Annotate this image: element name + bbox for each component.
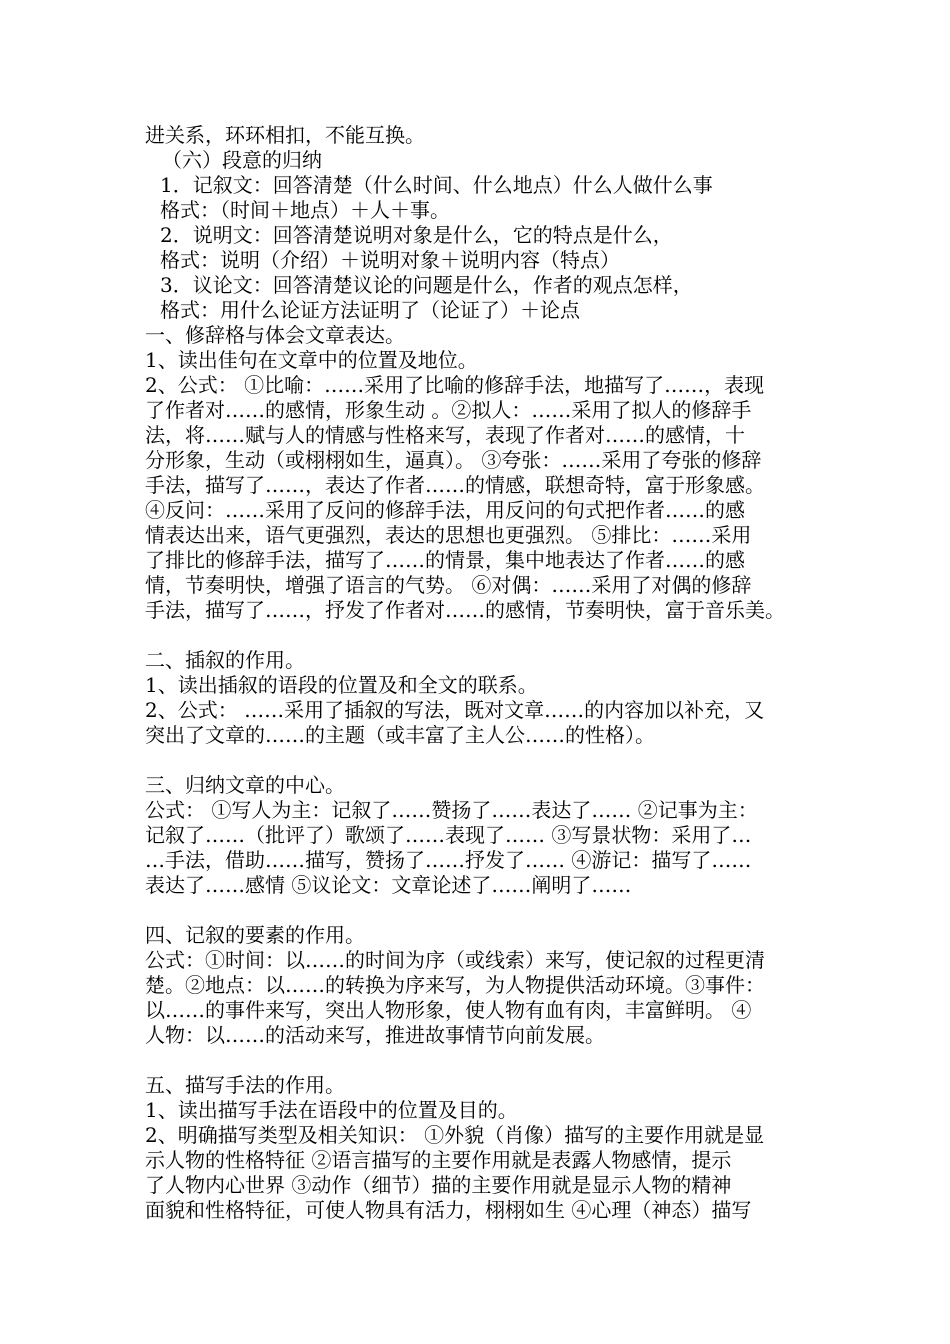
text-line: 手法，描写了……，抒发了作者对……的感情，节奏明快，富于音乐美。 [145, 598, 785, 622]
text-line: 情，节奏明快，增强了语言的气势。 ⑥对偶：……采用了对偶的修辞 [145, 573, 752, 597]
text-line: 突出了文章的……的主题（或丰富了主人公……的性格）。 [145, 723, 655, 747]
text-line: 1、读出佳句在文章中的位置及地位。 [145, 348, 478, 372]
text-line: 表达了……感情 ⑤议论文：文章论述了……阐明了…… [145, 873, 632, 897]
text-line: 情表达出来，语气更强烈，表达的思想也更强烈。 ⑤排比：……采用 [145, 523, 752, 547]
text-line: 2．说明文：回答清楚说明对象是什么，它的特点是什么， [160, 223, 673, 247]
text-line: 示人物的性格特征 ②语言描写的主要作用就是表露人物感情，提示 [145, 1148, 732, 1172]
section-heading: （六）段意的归纳 [162, 148, 322, 172]
text-line: 2、公式： ……采用了插叙的写法，既对文章……的内容加以补充，又 [145, 698, 765, 722]
text-line: 格式：说明（介绍）＋说明对象＋说明内容（特点） [160, 248, 620, 272]
text-line: 1、读出插叙的语段的位置及和全文的联系。 [145, 673, 538, 697]
text-line: 以……的事件来写，突出人物形象，使人物有血有肉，丰富鲜明。 ④ [145, 998, 752, 1022]
text-line: 了人物内心世界 ③动作（细节）描的主要作用就是显示人物的精神 [145, 1173, 732, 1197]
text-line: 3．议论文：回答清楚议论的问题是什么，作者的观点怎样， [160, 273, 693, 297]
section-heading: 三、归纳文章的中心。 [145, 773, 345, 797]
text-line: 格式：用什么论证方法证明了（论证了）＋论点 [160, 298, 580, 322]
text-line: 人物：以……的活动来写，推进故事情节向前发展。 [145, 1023, 605, 1047]
text-line: 了作者对……的感情，形象生动 。②拟人：……采用了拟人的修辞手 [145, 398, 752, 422]
text-line: 2、公式： ①比喻：……采用了比喻的修辞手法，地描写了……，表现 [145, 373, 765, 397]
text-line: 1、读出描写手法在语段中的位置及目的。 [145, 1098, 518, 1122]
text-line: 2、明确描写类型及相关知识： ①外貌（肖像）描写的主要作用就是显 [145, 1123, 765, 1147]
text-line: 记叙了……（批评了）歌颂了……表现了…… ③写景状物：采用了… [145, 823, 752, 847]
text-line: 公式：①时间：以……的时间为序（或线索）来写，使记叙的过程更清 [145, 948, 765, 972]
text-line: 公式： ①写人为主：记叙了……赞扬了……表达了…… ②记事为主： [145, 798, 758, 822]
text-line: 法，将……赋与人的情感与性格来写，表现了作者对……的感情，十 [145, 423, 745, 447]
section-heading: 五、描写手法的作用。 [145, 1073, 345, 1097]
text-line: 手法，描写了……，表达了作者……的情感，联想奇特，富于形象感。 [145, 473, 765, 497]
text-line: …手法，借助……描写，赞扬了……抒发了…… ④游记：描写了…… [145, 848, 752, 872]
section-heading: 一、修辞格与体会文章表达。 [145, 323, 405, 347]
text-line: 楚。②地点：以……的转换为序来写，为人物提供活动环境。③事件： [145, 973, 765, 997]
section-heading: 二、插叙的作用。 [145, 648, 305, 672]
text-line: 1．记叙文：回答清楚（什么时间、什么地点）什么人做什么事 [160, 173, 713, 197]
text-line: 面貌和性格特征，可使人物具有活力，栩栩如生 ④心理（神态）描写 [145, 1198, 752, 1222]
text-line: ④反问：……采用了反问的修辞手法，用反问的句式把作者……的感 [145, 498, 745, 522]
section-heading: 四、记叙的要素的作用。 [145, 923, 365, 947]
text-line: 格式：（时间＋地点）＋人＋事。 [160, 198, 450, 222]
text-line: 进关系，环环相扣，不能互换。 [145, 123, 425, 147]
text-line: 分形象，生动（或栩栩如生，逼真）。 ③夸张：……采用了夸张的修辞 [145, 448, 762, 472]
text-line: 了排比的修辞手法，描写了……的情景，集中地表达了作者……的感 [145, 548, 745, 572]
